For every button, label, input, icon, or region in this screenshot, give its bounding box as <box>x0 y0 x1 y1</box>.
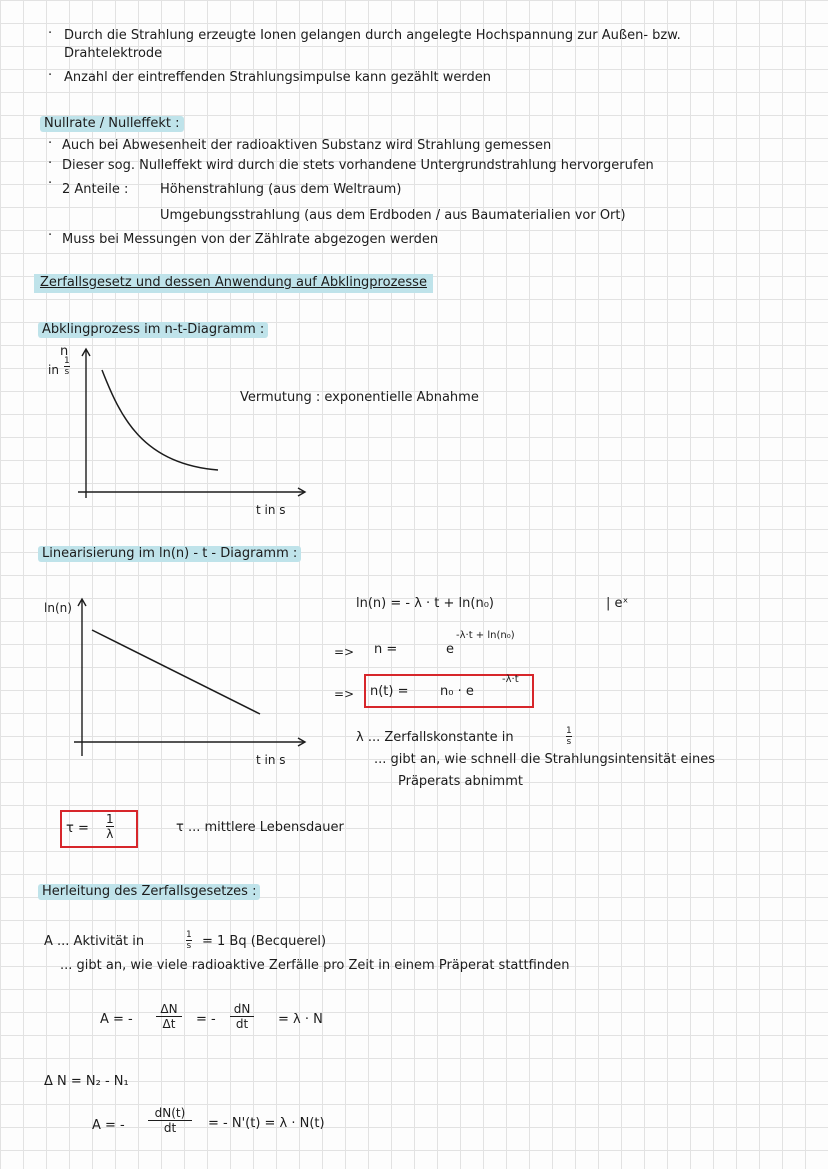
nullrate-bullet-3-label: 2 Anteile : <box>62 182 129 197</box>
abkling-heading: Abklingprozess im n-t-Diagramm : <box>38 322 268 338</box>
linear-eq-3-lhs: n(t) = <box>370 684 409 699</box>
linear-diagram <box>72 596 312 756</box>
fraction-denominator: s <box>186 941 192 951</box>
fraction-denominator: dt <box>230 1016 254 1031</box>
linear-x-label: t in s <box>256 753 286 767</box>
nullrate-bullet-4: Muss bei Messungen von der Zählrate abgezogen werden <box>62 232 439 247</box>
abkling-x-label: t in s <box>256 503 286 517</box>
eq-a-rhs: = λ · N <box>278 1012 323 1027</box>
lambda-description-1: ... gibt an, wie schnell die Strahlungsintensität eines <box>374 752 715 767</box>
nullrate-bullet-3b: Umgebungsstrahlung (aus dem Erdboden / aus Baumaterialien vor Ort) <box>160 208 626 223</box>
section-title <box>34 274 433 293</box>
intro-line-2: Anzahl der eintreffenden Strahlungsimpulse kann gezählt werden <box>64 70 491 85</box>
eq-b-rhs: = - N'(t) = λ · N(t) <box>208 1116 325 1131</box>
eq-b-lhs: A = - <box>92 1118 125 1133</box>
tau-fraction <box>106 812 114 841</box>
abkling-y-unit: in <box>48 363 59 377</box>
activity-description: ... gibt an, wie viele radioaktive Zerfälle pro Zeit in einem Präperat stattfinden <box>60 958 570 973</box>
fraction-denominator: s <box>64 367 70 377</box>
fraction-numerator: 1 <box>186 930 192 940</box>
fraction-denominator: s <box>566 737 572 747</box>
eq-a-mid: = - <box>196 1012 216 1027</box>
lambda-definition: λ ... Zerfallskonstante in <box>356 730 514 745</box>
bullet-dot: · <box>48 228 53 243</box>
linear-eq-3-rhs: n₀ · e <box>440 684 474 699</box>
fraction-numerator: 1 <box>106 812 114 826</box>
activity-unit-fraction <box>186 930 192 951</box>
nullrate-bullet-2: Dieser sog. Nulleffekt wird durch die stets vorhandene Untergrundstrahlung hervorgerufen <box>62 158 654 173</box>
nullrate-bullet-1: Auch bei Abwesenheit der radioaktiven Substanz wird Strahlung gemessen <box>62 138 552 153</box>
intro-line-1: Durch die Strahlung erzeugte Ionen gelangen durch angelegte Hochspannung zur Außen- bzw. <box>64 28 681 43</box>
fraction-numerator: 1 <box>566 726 572 736</box>
tau-lhs: τ = <box>66 821 89 836</box>
eq-a-fraction-2 <box>230 1002 254 1031</box>
fraction-numerator: dN <box>233 1002 251 1016</box>
arrow-implies: => <box>334 645 355 659</box>
fraction-numerator: ΔN <box>160 1002 178 1016</box>
linear-decay-line <box>92 630 260 714</box>
fraction-denominator: λ <box>106 827 114 841</box>
abkling-vermutung: Vermutung : exponentielle Abnahme <box>240 390 479 405</box>
eq-a-lhs: A = - <box>100 1012 133 1027</box>
linear-eq-1: ln(n) = - λ · t + ln(n₀) <box>356 596 495 611</box>
tau-description: τ ... mittlere Lebensdauer <box>176 820 344 835</box>
eq-a-fraction-1 <box>156 1002 182 1031</box>
nullrate-bullet-3a: Höhenstrahlung (aus dem Weltraum) <box>160 182 402 197</box>
fraction-numerator: 1 <box>64 356 70 366</box>
abkling-unit-fraction <box>64 356 70 377</box>
linear-y-label: ln(n) <box>44 601 72 615</box>
fraction-denominator: Δt <box>156 1016 182 1031</box>
lambda-description-2: Präperats abnimmt <box>398 774 523 789</box>
arrow-implies: => <box>334 687 355 701</box>
bullet-dot: · <box>48 26 53 41</box>
fraction-numerator: dN(t) <box>154 1106 186 1120</box>
herleitung-heading: Herleitung des Zerfallsgesetzes : <box>38 884 260 900</box>
linear-heading: Linearisierung im ln(n) - t - Diagramm : <box>38 546 301 562</box>
abkling-y-label: n <box>60 344 69 359</box>
linear-eq-1-op: | eˣ <box>606 596 629 611</box>
linear-eq-2-exp: -λ·t + ln(n₀) <box>456 630 515 641</box>
bullet-dot: · <box>48 136 53 151</box>
lambda-unit-fraction <box>566 726 572 747</box>
linear-eq-2-base: e <box>446 642 454 657</box>
bullet-dot: · <box>48 176 53 191</box>
linear-eq-3-exp: -λ·t <box>502 674 519 685</box>
bullet-dot: · <box>48 156 53 171</box>
bullet-dot: · <box>48 68 53 83</box>
fraction-denominator: dt <box>148 1120 192 1135</box>
linear-eq-2-lhs: n = <box>374 642 398 657</box>
eq-b-fraction <box>148 1106 192 1135</box>
nullrate-heading: Nullrate / Nulleffekt : <box>40 116 184 132</box>
intro-line-1b: Drahtelektrode <box>64 46 163 61</box>
delta-n-definition: Δ N = N₂ - N₁ <box>44 1074 129 1089</box>
abkling-diagram <box>72 346 312 506</box>
activity-definition: A ... Aktivität in <box>44 934 145 949</box>
decay-curve <box>102 370 218 470</box>
section-title-text: Zerfallsgesetz und dessen Anwendung auf Abklingprozesse <box>40 275 427 290</box>
activity-definition-2: = 1 Bq (Becquerel) <box>202 934 327 949</box>
